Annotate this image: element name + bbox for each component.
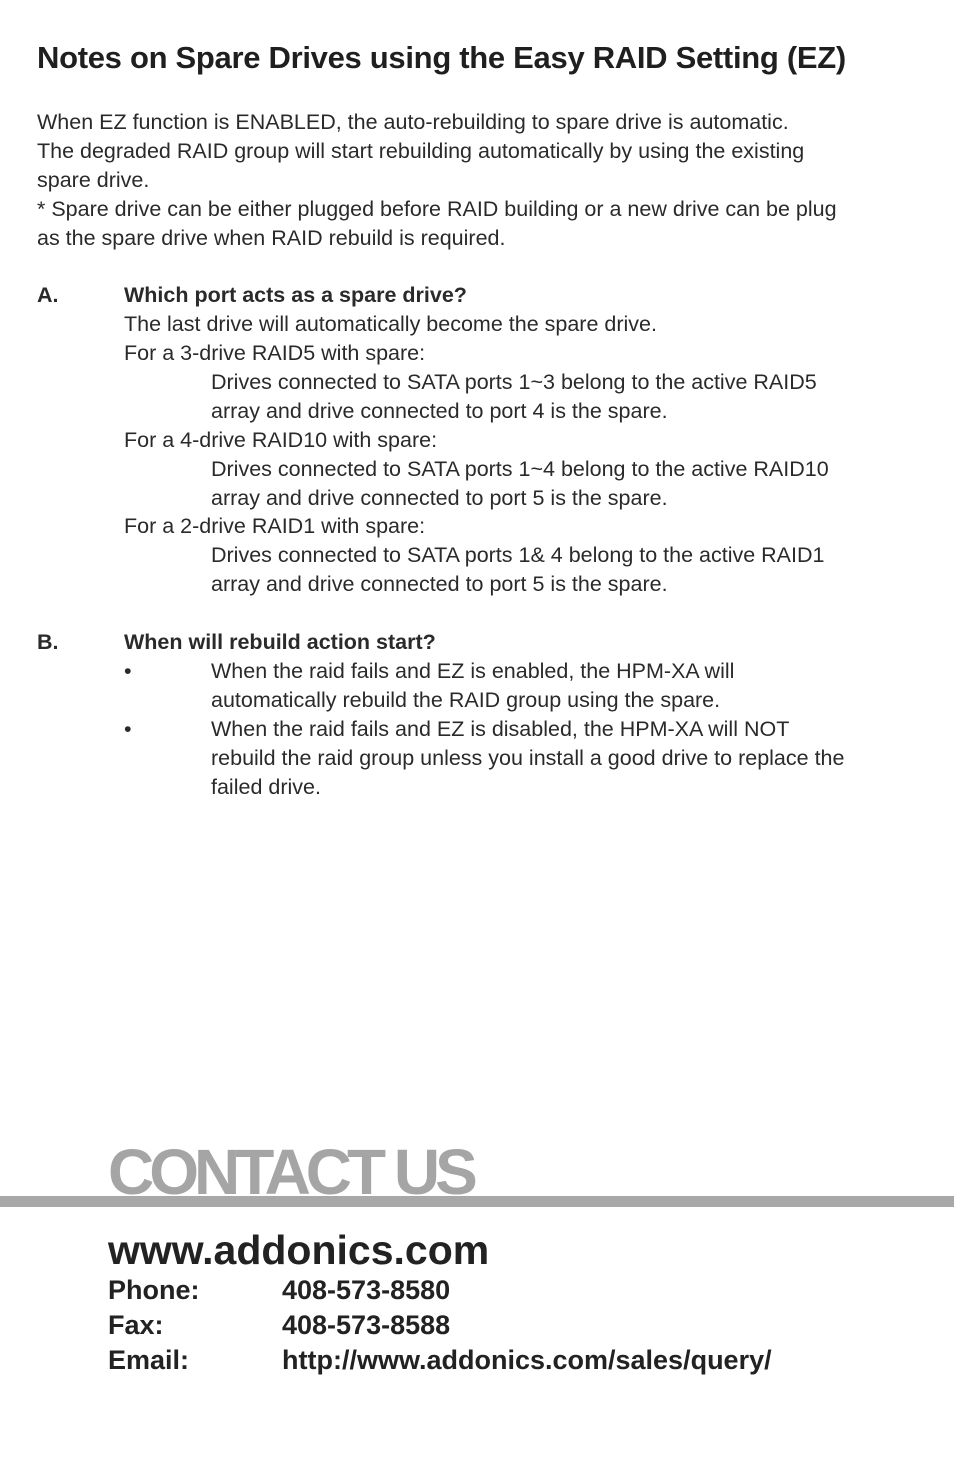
- bullet-text: When the raid fails and EZ is disabled, the HPM-XA will NOT: [211, 717, 790, 741]
- section-a-marker: A.: [37, 283, 59, 307]
- intro-line: spare drive.: [37, 168, 150, 192]
- intro-line: as the spare drive when RAID rebuild is required.: [37, 226, 506, 250]
- case-text-raid10: array and drive connected to port 5 is the spare.: [211, 486, 668, 510]
- case-text-raid1: array and drive connected to port 5 is the spare.: [211, 572, 668, 596]
- bullet-text: rebuild the raid group unless you install a good drive to replace the: [211, 746, 845, 770]
- section-b-marker: B.: [37, 630, 59, 654]
- intro-line: When EZ function is ENABLED, the auto-rebuilding to spare drive is automatic.: [37, 110, 789, 134]
- email-label: Email:: [108, 1345, 190, 1375]
- phone-label: Phone:: [108, 1275, 200, 1305]
- case-text-raid5: Drives connected to SATA ports 1~3 belong to the active RAID5: [211, 370, 817, 394]
- section-a-line: The last drive will automatically become the spare drive.: [124, 312, 657, 336]
- bullet-icon: •: [124, 659, 132, 683]
- website-link[interactable]: www.addonics.com: [108, 1227, 490, 1273]
- page-title: Notes on Spare Drives using the Easy RAID Setting (EZ): [37, 40, 846, 75]
- case-text-raid10: Drives connected to SATA ports 1~4 belong to the active RAID10: [211, 457, 829, 481]
- bullet-text: failed drive.: [211, 775, 321, 799]
- contact-heading: CONTACT US: [108, 1136, 473, 1208]
- bullet-text: automatically rebuild the RAID group using the spare.: [211, 688, 721, 712]
- case-label-raid5: For a 3-drive RAID5 with spare:: [124, 341, 426, 365]
- section-a-heading: Which port acts as a spare drive?: [124, 283, 467, 307]
- bullet-icon: •: [124, 717, 132, 741]
- case-text-raid1: Drives connected to SATA ports 1& 4 belong to the active RAID1: [211, 543, 825, 567]
- intro-line: The degraded RAID group will start rebuilding automatically by using the existing: [37, 139, 805, 163]
- fax-label: Fax:: [108, 1310, 164, 1340]
- fax-value: 408-573-8588: [282, 1310, 451, 1340]
- email-link[interactable]: http://www.addonics.com/sales/query/: [282, 1345, 772, 1375]
- intro-line: * Spare drive can be either plugged before RAID building or a new drive can be plug: [37, 197, 837, 221]
- section-b-heading: When will rebuild action start?: [124, 630, 436, 654]
- bullet-text: When the raid fails and EZ is enabled, the HPM-XA will: [211, 659, 735, 683]
- case-label-raid1: For a 2-drive RAID1 with spare:: [124, 514, 426, 538]
- case-label-raid10: For a 4-drive RAID10 with spare:: [124, 428, 438, 452]
- phone-value: 408-573-8580: [282, 1275, 451, 1305]
- case-text-raid5: array and drive connected to port 4 is the spare.: [211, 399, 668, 423]
